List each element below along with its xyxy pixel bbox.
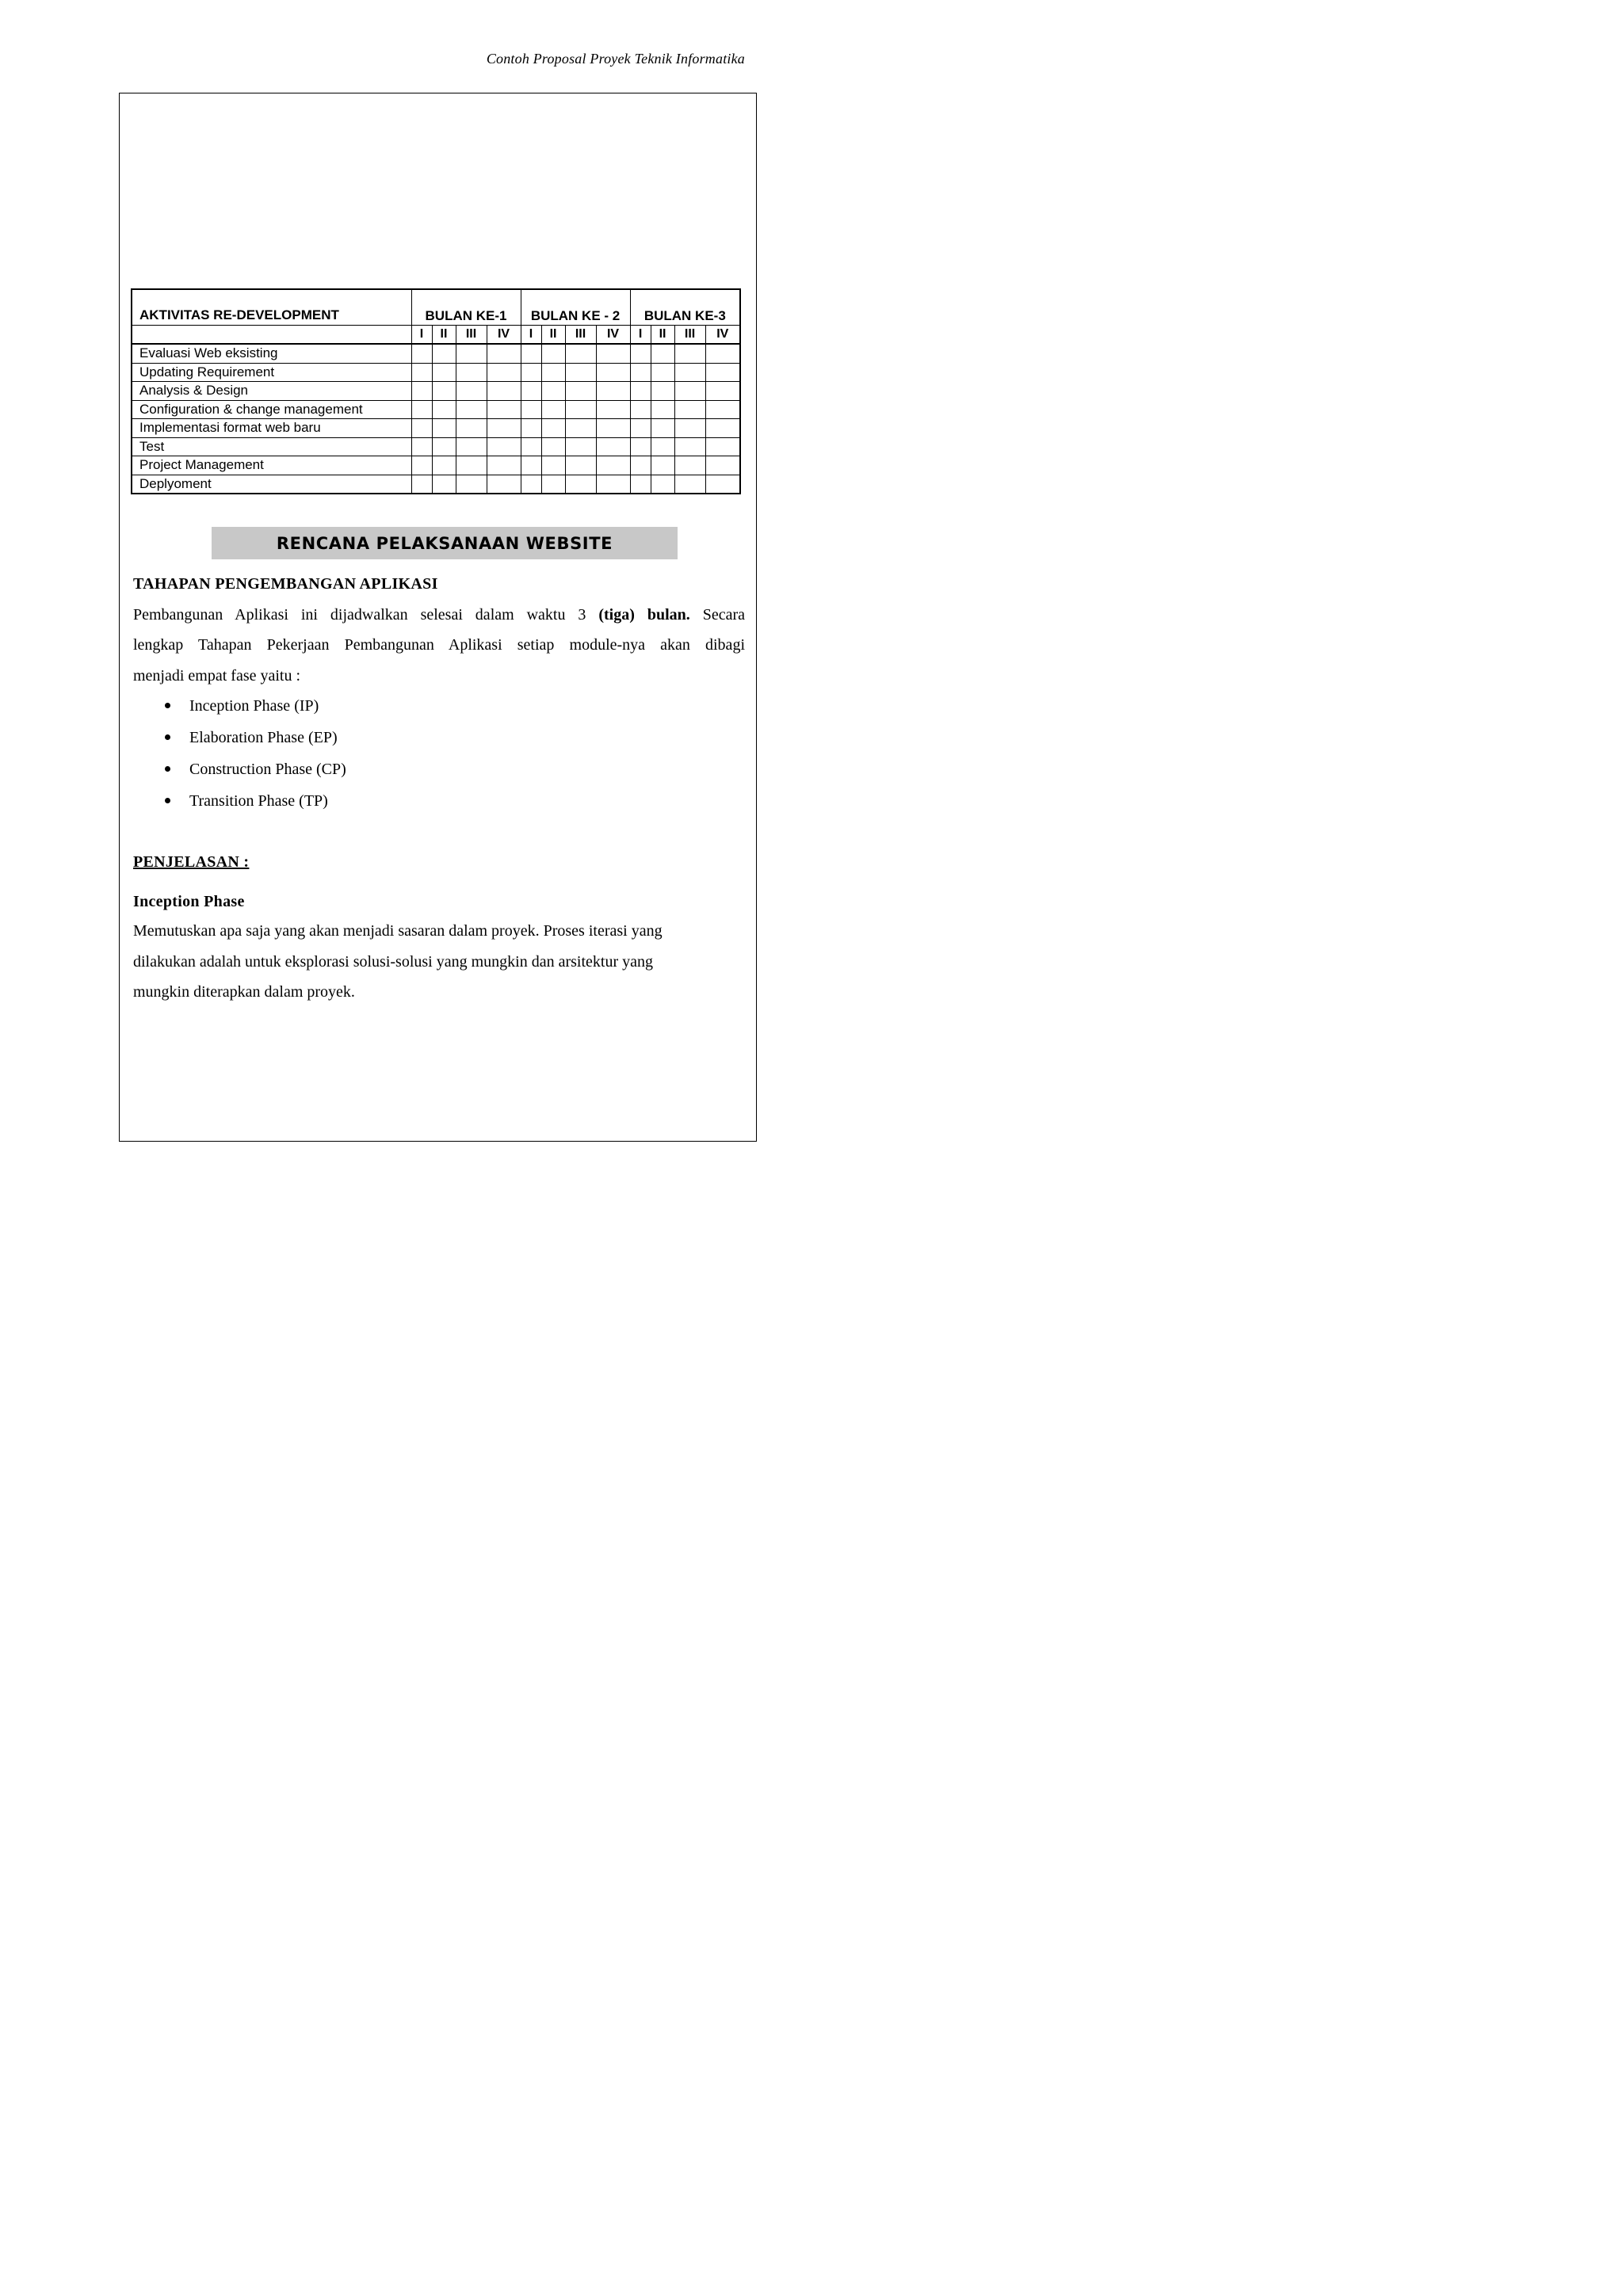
schedule-cell xyxy=(565,344,596,363)
intro-text-a: Pembangunan Aplikasi ini dijadwalkan selesai dalam waktu 3 xyxy=(133,606,599,624)
schedule-cell xyxy=(521,419,541,438)
schedule-cell xyxy=(630,382,651,401)
schedule-cell xyxy=(651,363,674,382)
schedule-cell xyxy=(432,437,456,456)
schedule-cell xyxy=(596,475,630,494)
explanation-line: dilakukan adalah untuk eksplorasi solusi-solusi yang mungkin dan arsitektur yang xyxy=(133,953,653,971)
schedule-cell xyxy=(487,363,521,382)
schedule-cell xyxy=(487,475,521,494)
activity-name: Test xyxy=(132,437,411,456)
schedule-cell xyxy=(456,363,487,382)
schedule-cell xyxy=(705,363,740,382)
schedule-cell xyxy=(705,344,740,363)
schedule-cell xyxy=(411,344,432,363)
week-header: IV xyxy=(487,325,521,344)
schedule-cell xyxy=(487,400,521,419)
schedule-cell xyxy=(596,400,630,419)
bullet-icon xyxy=(165,734,170,740)
schedule-cell xyxy=(565,382,596,401)
schedule-cell xyxy=(521,363,541,382)
schedule-cell xyxy=(541,419,565,438)
month-3-header: BULAN KE-3 xyxy=(630,289,740,325)
schedule-cell xyxy=(456,419,487,438)
schedule-table xyxy=(131,288,741,494)
schedule-cell xyxy=(705,475,740,494)
schedule-cell xyxy=(565,400,596,419)
table-row xyxy=(132,400,740,419)
schedule-cell xyxy=(596,382,630,401)
stages-heading: TAHAPAN PENGEMBANGAN APLIKASI xyxy=(133,575,438,593)
schedule-cell xyxy=(411,419,432,438)
week-header: III xyxy=(456,325,487,344)
schedule-cell xyxy=(432,475,456,494)
schedule-cell xyxy=(541,363,565,382)
schedule-cell xyxy=(487,419,521,438)
schedule-cell xyxy=(432,344,456,363)
month-2-header: BULAN KE - 2 xyxy=(521,289,630,325)
activity-name: Deplyoment xyxy=(132,475,411,494)
activity-column-header: AKTIVITAS RE-DEVELOPMENT xyxy=(132,289,411,325)
schedule-cell xyxy=(521,400,541,419)
schedule-cell xyxy=(565,475,596,494)
week-header: I xyxy=(521,325,541,344)
table-row xyxy=(132,475,740,494)
phase-list-item xyxy=(165,697,319,715)
schedule-cell xyxy=(521,456,541,475)
inception-subheading: Inception Phase xyxy=(133,893,245,910)
section-banner: RENCANA PELAKSANAAN WEBSITE xyxy=(212,527,678,559)
schedule-cell xyxy=(456,456,487,475)
schedule-cell xyxy=(541,344,565,363)
table-row xyxy=(132,382,740,401)
schedule-cell xyxy=(541,382,565,401)
schedule-cell xyxy=(630,400,651,419)
week-header: II xyxy=(432,325,456,344)
activity-name: Updating Requirement xyxy=(132,363,411,382)
schedule-cell xyxy=(596,363,630,382)
schedule-cell xyxy=(565,456,596,475)
activity-header-spacer xyxy=(132,325,411,344)
schedule-cell xyxy=(674,437,705,456)
schedule-cell xyxy=(630,363,651,382)
table-row xyxy=(132,437,740,456)
bullet-icon xyxy=(165,798,170,803)
schedule-cell xyxy=(565,363,596,382)
schedule-cell xyxy=(630,456,651,475)
schedule-cell xyxy=(411,456,432,475)
phase-list-item xyxy=(165,761,346,779)
activity-name: Analysis & Design xyxy=(132,382,411,401)
table-row xyxy=(132,363,740,382)
week-header: III xyxy=(674,325,705,344)
schedule-cell xyxy=(456,400,487,419)
schedule-cell xyxy=(630,437,651,456)
intro-duration: (tiga) bulan. xyxy=(598,606,690,624)
schedule-cell xyxy=(521,437,541,456)
schedule-cell xyxy=(596,419,630,438)
schedule-cell xyxy=(705,382,740,401)
week-header: IV xyxy=(596,325,630,344)
bullet-icon xyxy=(165,703,170,708)
table-row xyxy=(132,456,740,475)
schedule-cell xyxy=(521,344,541,363)
schedule-cell xyxy=(705,456,740,475)
schedule-cell xyxy=(651,382,674,401)
schedule-cell xyxy=(487,456,521,475)
schedule-cell xyxy=(411,437,432,456)
schedule-cell xyxy=(456,437,487,456)
schedule-cell xyxy=(432,419,456,438)
schedule-cell xyxy=(651,456,674,475)
schedule-cell xyxy=(674,363,705,382)
schedule-cell xyxy=(630,419,651,438)
schedule-cell xyxy=(411,475,432,494)
schedule-cell xyxy=(674,400,705,419)
phase-list-item xyxy=(165,729,338,747)
schedule-cell xyxy=(674,419,705,438)
schedule-cell xyxy=(432,363,456,382)
phase-label: Elaboration Phase (EP) xyxy=(189,729,338,746)
schedule-cell xyxy=(541,437,565,456)
schedule-cell xyxy=(705,437,740,456)
week-header: III xyxy=(565,325,596,344)
month-1-header: BULAN KE-1 xyxy=(411,289,521,325)
week-header: II xyxy=(541,325,565,344)
schedule-cell xyxy=(674,382,705,401)
schedule-cell xyxy=(521,475,541,494)
phase-label: Inception Phase (IP) xyxy=(189,697,319,715)
week-header: II xyxy=(651,325,674,344)
explanation-line: Memutuskan apa saja yang akan menjadi sasaran dalam proyek. Proses iterasi yang xyxy=(133,922,663,940)
stages-intro-line-2: lengkap Tahapan Pekerjaan Pembangunan Aplikasi setiap module-nya akan dibagi xyxy=(133,636,745,654)
activity-name: Evaluasi Web eksisting xyxy=(132,344,411,363)
schedule-cell xyxy=(565,437,596,456)
intro-text-b: Secara xyxy=(689,606,745,624)
activity-name: Implementasi format web baru xyxy=(132,419,411,438)
table-row xyxy=(132,344,740,363)
schedule-cell xyxy=(487,382,521,401)
schedule-cell xyxy=(596,344,630,363)
schedule-cell xyxy=(541,400,565,419)
schedule-cell xyxy=(596,456,630,475)
schedule-cell xyxy=(487,344,521,363)
schedule-cell xyxy=(456,475,487,494)
schedule-cell xyxy=(411,400,432,419)
schedule-cell xyxy=(521,382,541,401)
stages-intro-line-1 xyxy=(133,606,745,624)
schedule-cell xyxy=(651,475,674,494)
activity-name: Configuration & change management xyxy=(132,400,411,419)
schedule-cell xyxy=(630,475,651,494)
week-header: IV xyxy=(705,325,740,344)
schedule-cell xyxy=(411,382,432,401)
schedule-cell xyxy=(541,456,565,475)
schedule-cell xyxy=(651,437,674,456)
running-header: Contoh Proposal Proyek Teknik Informatika xyxy=(486,51,745,67)
schedule-cell xyxy=(432,400,456,419)
schedule-cell xyxy=(565,419,596,438)
activity-name: Project Management xyxy=(132,456,411,475)
schedule-cell xyxy=(432,456,456,475)
week-header: I xyxy=(411,325,432,344)
phase-label: Transition Phase (TP) xyxy=(189,792,328,810)
explanation-line: mungkin diterapkan dalam proyek. xyxy=(133,983,355,1001)
schedule-cell xyxy=(596,437,630,456)
schedule-cell xyxy=(630,344,651,363)
schedule-cell xyxy=(651,419,674,438)
schedule-cell xyxy=(651,400,674,419)
stages-intro-line-3: menjadi empat fase yaitu : xyxy=(133,667,301,685)
table-row xyxy=(132,419,740,438)
phase-label: Construction Phase (CP) xyxy=(189,761,346,778)
schedule-cell xyxy=(487,437,521,456)
schedule-cell xyxy=(651,344,674,363)
explanation-heading: PENJELASAN : xyxy=(133,853,250,871)
schedule-cell xyxy=(541,475,565,494)
schedule-cell xyxy=(674,475,705,494)
schedule-cell xyxy=(705,400,740,419)
schedule-cell xyxy=(705,419,740,438)
phase-list-item xyxy=(165,792,328,810)
schedule-cell xyxy=(456,344,487,363)
bullet-icon xyxy=(165,766,170,772)
schedule-cell xyxy=(674,456,705,475)
schedule-cell xyxy=(456,382,487,401)
schedule-cell xyxy=(411,363,432,382)
week-header: I xyxy=(630,325,651,344)
schedule-cell xyxy=(674,344,705,363)
schedule-cell xyxy=(432,382,456,401)
